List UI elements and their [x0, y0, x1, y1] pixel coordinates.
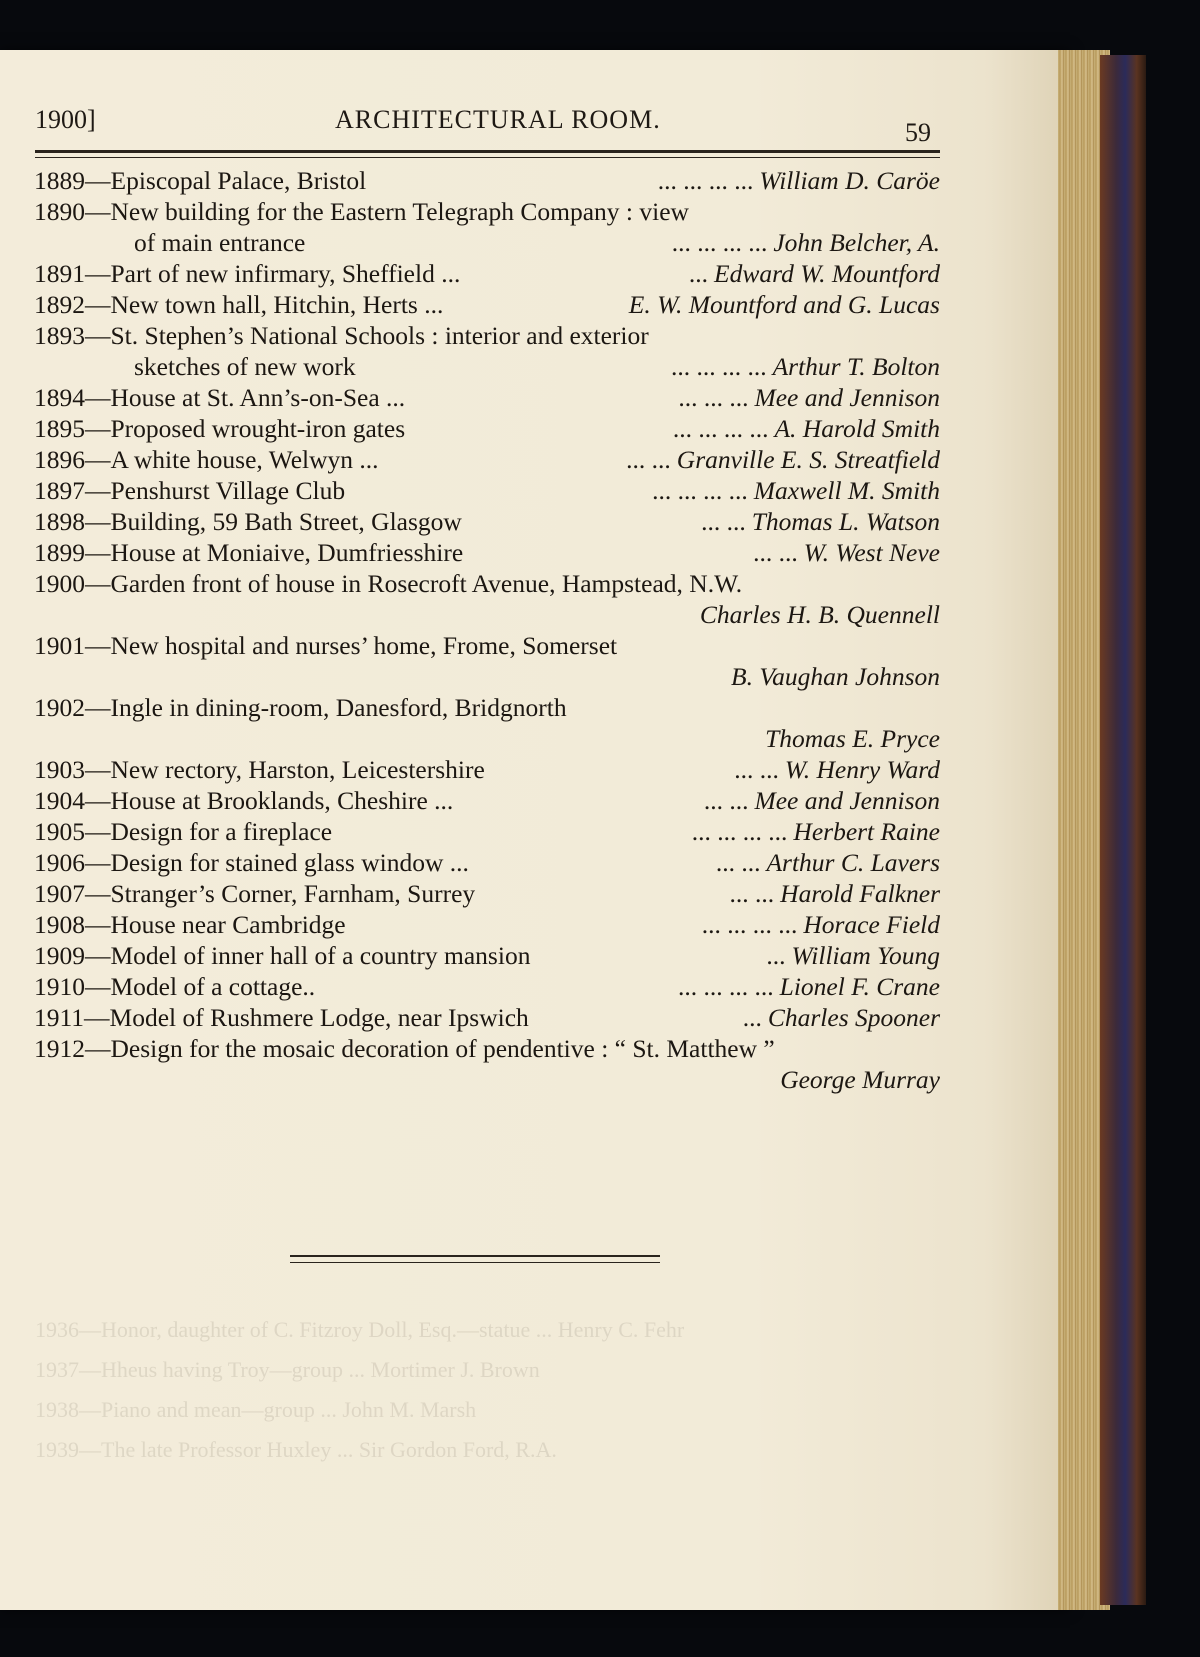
entry-author-line — [34, 661, 940, 692]
running-head-year: 1900] — [35, 105, 96, 134]
dot-leader: ... ... ... — [678, 383, 749, 412]
entry-author: Thomas E. Pryce — [765, 724, 940, 753]
catalogue-entry — [34, 878, 940, 909]
entry-author: E. W. Mountford and G. Lucas — [628, 290, 940, 319]
entry-continuation-line — [34, 351, 940, 382]
catalogue-entry — [34, 413, 940, 444]
catalogue-entry — [34, 816, 940, 847]
end-rule — [290, 1255, 660, 1257]
catalogue-entry — [34, 692, 940, 754]
entry-title: 1910—Model of a cottage.. — [34, 972, 316, 1001]
entry-title-line — [34, 816, 940, 847]
entry-author: Charles Spooner — [767, 1003, 940, 1032]
entry-title: 1906—Design for stained glass window ... — [34, 848, 469, 877]
entry-title-line — [34, 878, 940, 909]
entry-title: 1904—House at Brooklands, Cheshire ... — [34, 786, 454, 815]
entry-author: Arthur C. Lavers — [766, 848, 940, 877]
dot-leader: ... ... — [626, 445, 671, 474]
entry-author: George Murray — [780, 1065, 940, 1094]
entry-author: Edward W. Mountford — [714, 259, 940, 288]
catalogue-entry — [34, 289, 940, 320]
dot-leader: ... ... ... ... — [670, 352, 767, 381]
entry-title-line — [34, 196, 940, 227]
entry-title: sketches of new work — [134, 352, 356, 381]
entry-title-line — [34, 1033, 940, 1064]
catalogue-entry — [34, 940, 940, 971]
show-through-text — [35, 1310, 935, 1470]
entry-title: 1897—Penshurst Village Club — [34, 476, 346, 505]
entry-title: 1905—Design for a fireplace — [34, 817, 333, 846]
entry-continuation-line — [34, 227, 940, 258]
dot-leader: ... ... — [734, 755, 779, 784]
entry-author-line — [34, 723, 940, 754]
catalogue-entry — [34, 444, 940, 475]
entry-title-line — [34, 444, 940, 475]
page-number: 59 — [905, 118, 931, 147]
entry-title-line — [34, 413, 940, 444]
entry-title: 1907—Stranger’s Corner, Farnham, Surrey — [34, 879, 476, 908]
dot-leader: ... ... ... ... — [671, 228, 768, 257]
catalogue-entry — [34, 971, 940, 1002]
entry-title: 1912—Design for the mosaic decoration of pendentive : “ St. Matthew ” — [34, 1034, 775, 1063]
catalogue-entry — [34, 258, 940, 289]
entry-title: of main entrance — [134, 228, 306, 257]
dot-leader: ... ... ... ... — [678, 972, 774, 1001]
catalogue-entry — [34, 754, 940, 785]
entry-title: 1898—Building, 59 Bath Street, Glasgow — [34, 507, 462, 536]
header-rule-thin — [35, 157, 940, 158]
dot-leader: ... ... ... ... — [672, 414, 769, 443]
catalogue-entry — [34, 1033, 940, 1095]
dot-leader: ... ... ... ... — [701, 910, 798, 939]
entry-title-line — [34, 630, 940, 661]
entry-title-line — [34, 506, 940, 537]
catalogue-entry — [34, 320, 940, 382]
catalogue-entry — [34, 537, 940, 568]
marbled-cover — [1100, 55, 1146, 1605]
entry-title: 1891—Part of new infirmary, Sheffield ... — [34, 259, 461, 288]
entry-title: 1899—House at Moniaive, Dumfriesshire — [34, 538, 464, 567]
entry-author: B. Vaughan Johnson — [731, 662, 940, 691]
entry-title: 1909—Model of inner hall of a country mansion — [34, 941, 531, 970]
catalogue-entry — [34, 506, 940, 537]
entry-title: 1894—House at St. Ann’s-on-Sea ... — [34, 383, 406, 412]
entry-author: Lionel F. Crane — [779, 972, 940, 1001]
dot-leader: ... — [766, 941, 786, 970]
entry-author-line — [34, 599, 940, 630]
entry-author: Thomas L. Watson — [751, 507, 940, 536]
header-rule — [35, 150, 940, 153]
entry-title-line — [34, 475, 940, 506]
entry-author: Mee and Jennison — [754, 786, 940, 815]
entry-author: A. Harold Smith — [774, 414, 940, 443]
dot-leader: ... ... ... ... — [691, 817, 788, 846]
entry-title: 1902—Ingle in dining-room, Danesford, Bridgnorth — [34, 693, 567, 722]
catalogue-entry — [34, 475, 940, 506]
entry-author: Charles H. B. Quennell — [699, 600, 940, 629]
catalogue-entry — [34, 909, 940, 940]
entry-title: 1901—New hospital and nurses’ home, Frome, Somerset — [34, 631, 618, 660]
entry-title-line — [34, 165, 940, 196]
show-through-line: 1936—Honor, daughter of C. Fitzroy Doll, Esq.—statue ... Henry C. Fehr — [35, 1317, 685, 1342]
entry-title: 1889—Episcopal Palace, Bristol — [34, 166, 367, 195]
entry-title-line — [34, 692, 940, 723]
catalogue-entry — [34, 630, 940, 692]
dot-leader: ... ... ... ... — [652, 476, 748, 505]
catalogue-entry — [34, 568, 940, 630]
entry-title-line — [34, 289, 940, 320]
entry-title: 1895—Proposed wrought-iron gates — [34, 414, 406, 443]
catalogue-entry — [34, 847, 940, 878]
entry-author-line — [34, 1064, 940, 1095]
dot-leader: ... — [742, 1003, 762, 1032]
entry-author: William Young — [791, 941, 940, 970]
entry-title-line — [34, 382, 940, 413]
entry-author: John Belcher, A. — [773, 228, 940, 257]
entry-title-line — [34, 754, 940, 785]
catalogue-entry — [34, 1002, 940, 1033]
entry-title-line — [34, 258, 940, 289]
entry-author: Herbert Raine — [793, 817, 940, 846]
catalogue-entry — [34, 382, 940, 413]
entry-title: 1900—Garden front of house in Rosecroft Avenue, Hampstead, N.W. — [34, 569, 743, 598]
entry-author: Granville E. S. Streatfield — [676, 445, 940, 474]
dot-leader: ... ... — [701, 507, 746, 536]
entry-title-line — [34, 971, 940, 1002]
entry-title-line — [34, 909, 940, 940]
entry-title-line — [34, 537, 940, 568]
entry-title: 1892—New town hall, Hitchin, Herts ... — [34, 290, 444, 319]
dot-leader: ... ... ... ... — [657, 166, 754, 195]
entry-author: William D. Caröe — [759, 166, 940, 195]
entry-author: Maxwell M. Smith — [753, 476, 940, 505]
entry-list — [34, 165, 940, 1095]
running-head-title: ARCHITECTURAL ROOM. — [335, 105, 661, 134]
entry-title-line — [34, 1002, 940, 1033]
catalogue-entry — [34, 785, 940, 816]
entry-title: 1911—Model of Rushmere Lodge, near Ipswich — [34, 1003, 529, 1032]
catalogue-entry — [34, 196, 940, 258]
entry-author: Mee and Jennison — [754, 383, 940, 412]
entry-title: 1896—A white house, Welwyn ... — [34, 445, 379, 474]
show-through-line: 1938—Piano and mean—group ... John M. Marsh — [35, 1397, 477, 1422]
entry-title-line — [34, 940, 940, 971]
entry-title: 1908—House near Cambridge — [34, 910, 346, 939]
entry-title-line — [34, 568, 940, 599]
dot-leader: ... ... — [753, 538, 798, 567]
catalogue-entry — [34, 165, 940, 196]
show-through-line: 1939—The late Professor Huxley ... Sir Gordon Ford, R.A. — [35, 1437, 557, 1462]
end-rule-thin — [290, 1262, 660, 1263]
entry-author: Harold Falkner — [780, 879, 940, 908]
entry-title: 1893—St. Stephen’s National Schools : interior and exterior — [34, 321, 649, 350]
dot-leader: ... ... — [715, 848, 761, 877]
entry-author: W. West Neve — [803, 538, 940, 567]
dot-leader: ... — [688, 259, 709, 288]
entry-author: Horace Field — [803, 910, 940, 939]
dot-leader: ... ... — [729, 879, 775, 908]
entry-author: W. Henry Ward — [784, 755, 940, 784]
entry-author: Arthur T. Bolton — [772, 352, 940, 381]
entry-title: 1890—New building for the Eastern Telegraph Company : view — [34, 197, 689, 226]
entry-title-line — [34, 785, 940, 816]
entry-title: 1903—New rectory, Harston, Leicestershire — [34, 755, 485, 784]
show-through-line: 1937—Hheus having Troy—group ... Mortimer J. Brown — [35, 1357, 540, 1382]
entry-title-line — [34, 847, 940, 878]
entry-title-line — [34, 320, 940, 351]
dot-leader: ... ... — [703, 786, 749, 815]
